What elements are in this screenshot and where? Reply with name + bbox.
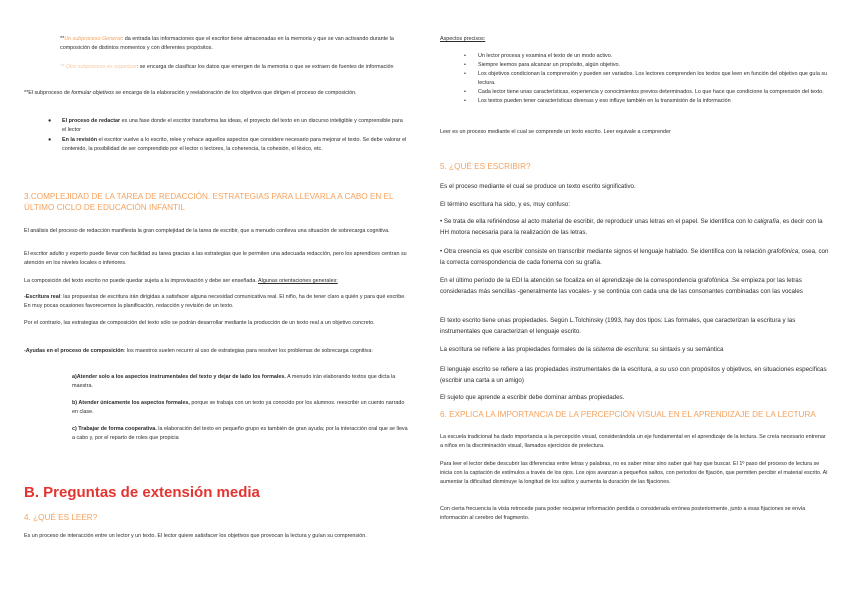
strategy-label: b) Atender únicamente los aspectos formales, — [72, 400, 190, 406]
bullet-icon: • — [464, 71, 466, 77]
paragraph-text: : las propuestas de escritura irán dirigidas a satisfacer alguna necesidad comunicativa real. El niño, ha de tener claro a quién y para qué escribe. En muy pocas ocasiones favorecemos la planificación, redacción y revisión de un texto. — [24, 294, 406, 309]
heading-text: Aspectos precisos: — [440, 36, 486, 42]
paragraph-text: , es decir con la HH motora necesaria para la realización de las letras. — [440, 218, 823, 236]
paragraph-ayudas — [24, 347, 408, 356]
q5-lenguaje-escrito — [440, 365, 830, 386]
paragraph-text: Con cierta frecuencia la vista retrocede para poder recuperar información perdida o considerada errónea posteriormente, junto a esas fijaciones se envía información al cerebro del fragmento. — [440, 506, 806, 521]
aspect-text: Los objetivos condicionan la comprensión y pueden ser variados. Los lectores comprenden los textos que leen en función del objetivo que guía su lectura. — [478, 71, 828, 86]
paragraph-composicion — [24, 277, 408, 286]
paragraph-text: El término escritura ha sido, y es, muy confuso: — [440, 201, 570, 208]
italic-term: grafofónica — [767, 248, 799, 255]
q5-caligrafia — [440, 217, 830, 238]
bullet-icon: • — [464, 53, 466, 59]
bullet-icon: • — [464, 98, 466, 104]
estrategia-c — [72, 425, 408, 443]
heading-text: 5. ¿QUÉ ES ESCRIBIR? — [440, 162, 531, 171]
bullet-icon: • — [464, 89, 466, 95]
strategy-label: a)Atender solo a los aspectos instrumentales del texto y dejar de lado los formales. — [72, 374, 286, 380]
paragraph-text: • Otra creencia es que escribir consiste en transcribir mediante signos el lenguaje hablado. Se identifica con la relación — [440, 248, 768, 255]
estrategia-a — [72, 373, 408, 391]
heading-text: B. Preguntas de extensión media — [24, 484, 260, 501]
aspects-title — [440, 35, 830, 44]
italic-term: sistema de escritura — [592, 346, 649, 353]
subproceso-formular — [24, 89, 408, 98]
prefix: **El subproceso de — [24, 90, 72, 96]
aspect-text: Un lector procesa y examina el texto de un modo activo. — [478, 53, 613, 59]
term-label: -Ayudas en el proceso de composición — [24, 348, 124, 354]
aspect-text: Los textos pueden tener características diversas y eso influye también en la transmisión de la información — [478, 98, 731, 104]
list-item — [440, 88, 830, 97]
paragraph-analisis — [24, 227, 408, 236]
q6-frecuencia — [440, 505, 830, 523]
paragraph-text: Por el contrario, las estrategias de composición del texto sólo se podrán desarrollar mediante la producción de un texto real a un objetivo concreto. — [24, 320, 375, 326]
q6-escuela — [440, 433, 830, 451]
paragraph-text: : los maestros suelen recurrir al uso de estrategias para resolver los problemas de sobrecarga cognitiva: — [123, 348, 373, 354]
aspect-text: Siempre leemos para alcanzar un propósito, algún objetivo. — [478, 62, 621, 68]
q5-propiedades — [440, 316, 830, 337]
paragraph-text: con propósitos y objetivos, en situaciones específicas (escribir una carta a un amigo) — [440, 366, 827, 384]
q5-escritura — [440, 345, 830, 356]
generar-label: Un subproceso Generar — [64, 36, 122, 42]
section-3-heading — [24, 191, 408, 213]
paragraph-por-el-contrario — [24, 319, 408, 328]
paragraph-text: Leer es un proceso mediante el cual se comprende un texto escrito. Leer equivale a comprender — [440, 129, 671, 135]
section-b-heading — [24, 484, 408, 502]
paragraph-text: El escritor adulto y experto puede llevar con facilidad su tarea gracias a las estrategias que le permiten una adecuada redacción, pero los aprendices centran su atención en los niveles locales o inferiores. — [24, 251, 407, 266]
question-6-heading — [440, 409, 830, 420]
list-item — [440, 70, 830, 88]
bullet-icon: ● — [48, 118, 52, 124]
paragraph-text: El lenguaje escrito se refiere a las propiedades instrumentales de la escritura, — [440, 366, 655, 373]
estrategia-b — [72, 399, 408, 417]
paragraph-text: , osea, con la correcta correspondencia de cada fonema con su grafía. — [440, 248, 829, 266]
q5-grafofonica — [440, 247, 830, 268]
q5-confuso — [440, 200, 830, 211]
paragraph-text: La composición del texto escrito no puede quedar sujeta a la improvisación y debe ser enseñada. — [24, 278, 259, 284]
heading-text: 4. ¿QUÉ ES LEER? — [24, 513, 98, 522]
question-4-answer — [24, 532, 408, 541]
italic-term: lo caligrafía — [747, 218, 780, 225]
term-label: -Escritura real — [24, 294, 61, 300]
paragraph-text: Es el proceso mediante el cual se produce un texto escrito significativo. — [440, 183, 636, 190]
paragraph-text: Es un proceso de interacción entre un lector y un texto. El lector quiere satisfacer los objetivos que provocan la lectura y guían su comprensión. — [24, 533, 367, 539]
list-item — [440, 52, 830, 61]
list-item — [24, 136, 408, 154]
list-item — [440, 97, 830, 106]
process-bullet-list — [24, 117, 408, 154]
leer-summary — [440, 128, 830, 137]
paragraph-escritura-real — [24, 293, 408, 311]
bullet-icon: • — [464, 62, 466, 68]
q5-definition — [440, 182, 830, 193]
bullet-label: El proceso de redactar — [62, 118, 121, 124]
formular-label: formular objetivos — [71, 90, 114, 96]
q6-leer — [440, 460, 830, 487]
strategy-text: porque se trabaja con un texto ya conocido por los alumnos. reescribir un cuento narrado en clase. — [72, 400, 405, 415]
organizar-text: : se encarga de clasificar los datos que emergen de la memoria o que se extraen de fuentes de información — [136, 64, 394, 70]
paragraph-text: En el último período de la EDI la atención se focaliza en el aprendizaje de la correspondencia grafofónica .Se empieza por las letras consideradas más sencillas -generalmente las vocales- y se continúa con cada una de las consonantes combinadas con las vocales — [440, 277, 803, 295]
generar-text: : da entrada las informaciones que el escritor tiene almacenadas en la memoria y que se van activando durante la composición de distintos momentos y con diferentes propósitos. — [60, 36, 394, 51]
question-4-heading — [24, 512, 408, 523]
paragraph-text: La escuela tradicional ha dado importancia a la percepción visual, considerándola un eje fundamental en el aprendizaje de la lectura. Se creía necesario entrenar a niños en la discriminación visual, llamados ejercicios de prelectura. — [440, 434, 826, 449]
paragraph-text: La escritura se refiere a las propiedades formales de la — [440, 346, 593, 353]
paragraph-text: : su sintaxis y su semántica — [648, 346, 724, 353]
paragraph-text: El texto escrito tiene unas propiedades. Según L.Tolchinsky (1993, hay dos tipos: Las formales, que caracterizan la escritura y las instrumentales que caracterizan el lenguaje escrito. — [440, 317, 796, 335]
aspect-text: Cada lector tiene unas características, experiencia y conocimientos previos determinados. Lo que hace que condicione la comprensión del texto. — [478, 89, 824, 95]
orientaciones-label: Algunas orientaciones generales: — [258, 278, 338, 284]
organizar-label: ** Otro subproceso es organizar — [60, 64, 137, 70]
list-item — [24, 117, 408, 135]
paragraph-text: • Se trata de ella refiriéndose al acto material de escribir, de reproducir unas letras en el papel. Se identifica con — [440, 218, 748, 225]
bullet-text: es una fase donde el escritor transforma las ideas, el proyecto del texto en un discurso inteligible y comprensible para el lector — [62, 118, 403, 133]
strategy-label: c) Trabajar de forma cooperativa. — [72, 426, 157, 432]
bullet-icon: ● — [48, 137, 52, 143]
bullet-label: En la revisión — [62, 137, 98, 143]
paragraph-text: El sujeto que aprende a escribir debe dominar ambas propiedades. — [440, 394, 625, 401]
aspects-list — [440, 52, 830, 106]
question-5-heading — [440, 161, 830, 172]
q5-sujeto — [440, 393, 830, 404]
paragraph-escritor-adulto — [24, 250, 408, 268]
bullet-text: el escritor vuelve a lo escrito, relee y rehace aquellos aspectos que considere necesario para mejorar el texto. Se debe valorar el contenido, la posibilidad de ser comprendido por el lector o lectores, la coherencia, la cohesión, el léxico, etc. — [62, 137, 407, 152]
italic-term: a su uso — [654, 366, 679, 373]
list-item — [440, 61, 830, 70]
heading-text: 6. EXPLICA LA IMPORTANCIA DE LA PERCEPCIÓN VISUAL EN EL APRENDIZAJE DE LA LECTURA — [440, 410, 816, 419]
subproceso-organizar — [60, 63, 408, 72]
paragraph-text: El análisis del proceso de redacción manifiesta la gran complejidad de la tarea de escribir, que a menudo conlleva una situación de sobrecarga cognitiva. — [24, 228, 390, 234]
strategy-text: A menudo irán elaborando textos que dicta la maestra. — [72, 374, 396, 389]
paragraph-text: Para leer el lector debe descubrir las diferencias entre letras y palabras, no es saber mirar sino saber qué hay que buscar. El 1º paso del proceso de lectura se inicia con la captación de estímulos a través de los ojos. Los ojos avanzan a pequeños saltos, con periodos de fijación, que permiten percibir el material escrito. Al aumentar la dificultad disminuye la longitud de los saltos y aumenta la duración de las fijaciones. — [440, 461, 828, 485]
formular-text: se encarga de la elaboración y reelaboración de los objetivos que dirigen el proceso de composición. — [113, 90, 357, 96]
q5-edi — [440, 276, 830, 297]
subproceso-generar — [60, 35, 408, 53]
strategy-text: la elaboración del texto en pequeño grupo es también de gran ayuda; por la interacción oral que se lleva a cabo y, por el reparto de roles que propicia — [72, 426, 408, 441]
heading-text: 3.COMPLEJIDAD DE LA TAREA DE REDACCIÓN. ESTRATEGIAS PARA LLEVARLA A CABO EN EL ÚLTIMO CICLO DE EDUCACIÓN INFANTIL — [24, 192, 394, 212]
prefix: ** — [60, 36, 65, 42]
